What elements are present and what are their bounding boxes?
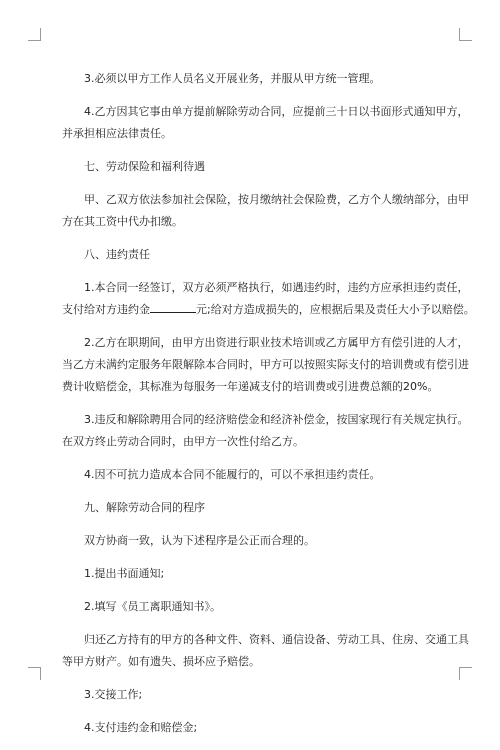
breach-clause-4 (62, 464, 448, 486)
clause-4-early-termination (62, 101, 469, 145)
text-fragment: 支付给对方违约金 (62, 303, 150, 316)
text-line: 等甲方财产。如有遗失、损坏应予赔偿。 (62, 655, 260, 668)
text-line: 1.提出书面通知; (84, 567, 165, 580)
text-line: 双方协商一致，认为下述程序是公正而合理的。 (84, 534, 315, 547)
text-line: 1.本合同一经签订，双方必须严格执行，如遇违约时，违约方应承担违约责任， (84, 281, 469, 294)
text-line-with-blank (62, 299, 475, 321)
text-line: 甲、乙双方依法参加社会保险，按月缴纳社会保险费，乙方个人缴纳部分，由甲 (84, 193, 469, 206)
text-line: 方在其工资中代办扣缴。 (62, 215, 183, 228)
text-line: 费计收赔偿金，其标准为每服务一年递减支付的培训费或引进费总额的20%。 (62, 380, 439, 393)
social-insurance-paragraph (62, 189, 469, 233)
fill-in-blank (150, 301, 196, 313)
section-heading-8 (62, 244, 448, 266)
text-line: 3.违反和解除聘用合同的经济赔偿金和经济补偿金，按国家现行有关规定执行。 (84, 413, 469, 426)
breach-clause-3 (62, 409, 469, 453)
text-line: 4.乙方因其它事由单方提前解除劳动合同，应提前三十日以书面形式通知甲方， (84, 105, 469, 118)
text-fragment: 元;给对方造成损失的，应根据后果及责任大小予以赔偿。 (196, 303, 475, 316)
clause-3-obey-management (62, 68, 448, 90)
procedure-step-1 (62, 563, 448, 585)
breach-clause-1 (62, 277, 475, 321)
text-line: 4.因不可抗力造成本合同不能履行的，可以不承担违约责任。 (84, 468, 381, 481)
section-title: 八、违约责任 (84, 248, 150, 261)
section-heading-9 (62, 497, 448, 519)
crop-mark-top-left (28, 28, 41, 41)
text-line: 2.填写《员工离职通知书》。 (84, 600, 221, 613)
document-body (62, 68, 475, 750)
text-line: 当乙方未满约定服务年限解除本合同时，甲方可以按照实际支付的培训费或有偿引进 (62, 358, 469, 371)
section-title: 九、解除劳动合同的程序 (84, 501, 205, 514)
text-line: 并承担相应法律责任。 (62, 127, 172, 140)
procedure-step-2 (62, 596, 448, 618)
text-line: 在双方终止劳动合同时，由甲方一次性付给乙方。 (62, 435, 304, 448)
procedure-step-3 (62, 684, 448, 706)
text-line: 归还乙方持有的甲方的各种文件、资料、通信设备、劳动工具、住房、交通工具 (84, 633, 469, 646)
text-line: 4.支付违约金和赔偿金; (84, 721, 198, 734)
procedure-intro (62, 530, 448, 552)
procedure-step-4 (62, 717, 448, 739)
text-line: 3.必须以甲方工作人员名义开展业务，并服从甲方统一管理。 (84, 72, 381, 85)
return-property-paragraph (62, 629, 469, 673)
section-title: 七、劳动保险和福利待遇 (84, 160, 205, 173)
crop-mark-bottom-right (459, 667, 472, 680)
breach-clause-2 (62, 332, 469, 398)
crop-mark-bottom-left (28, 667, 41, 680)
text-line: 3.交接工作; (84, 688, 143, 701)
section-heading-7 (62, 156, 448, 178)
text-line: 2.乙方在职期间，由甲方出资进行职业技术培训或乙方属甲方有偿引进的人才， (84, 336, 469, 349)
crop-mark-top-right (459, 28, 472, 41)
